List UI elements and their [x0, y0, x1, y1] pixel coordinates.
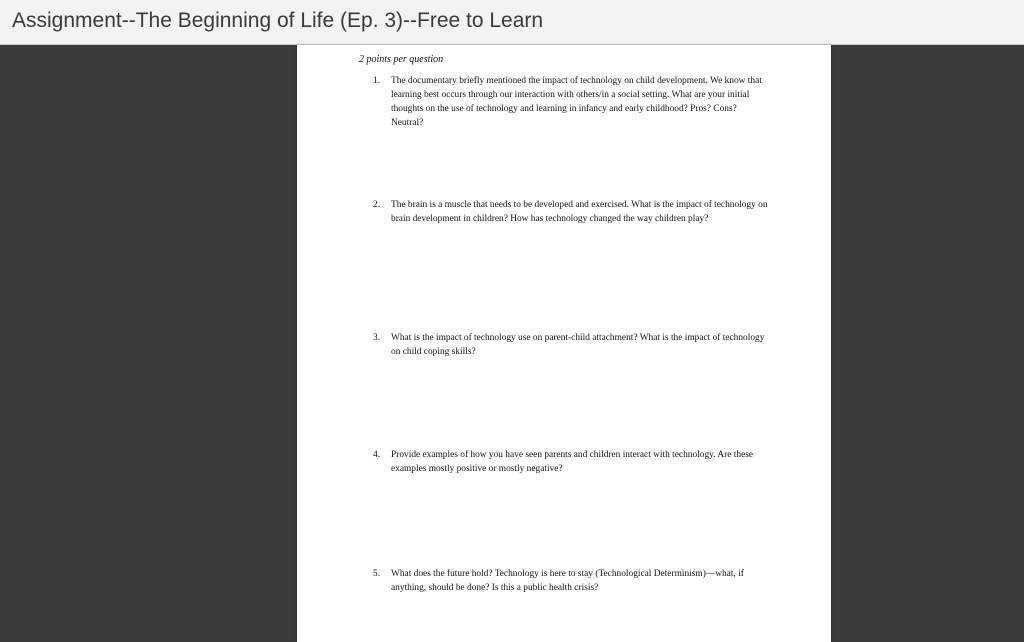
- points-note: 2 points per question: [359, 54, 444, 65]
- question-number: 4.: [373, 450, 381, 460]
- question-text: What is the impact of technology use on parent-child attachment? What is the impact of technology on child coping skills?: [391, 333, 765, 357]
- document-viewer[interactable]: [0, 45, 1024, 642]
- question-number: 5.: [373, 569, 381, 579]
- assignment-title: Assignment--The Beginning of Life (Ep. 3)--Free to Learn: [12, 9, 544, 32]
- question-text: What does the future hold? Technology is here to stay (Technological Determinism)—what, if anything, should be done? Is this a public health crisis?: [391, 569, 744, 593]
- question-text: Provide examples of how you have seen parents and children interact with technology. Are these examples mostly positive or mostly negative?: [391, 450, 754, 474]
- title-bar: [0, 0, 1024, 45]
- question-text: The documentary briefly mentioned the impact of technology on child development. We know that learning best occurs through our interaction with others/in a social setting. What are your initial thoughts on the use of technology and learning in infancy and early childhood? Pros? Cons? Neutral?: [391, 76, 762, 128]
- question-number: 2.: [373, 200, 381, 210]
- question-text: The brain is a muscle that needs to be developed and exercised. What is the impact of technology on brain development in children? How has technology changed the way children play?: [391, 200, 768, 224]
- question-number: 3.: [373, 333, 381, 343]
- question-number: 1.: [373, 76, 381, 86]
- document-page: [297, 45, 831, 642]
